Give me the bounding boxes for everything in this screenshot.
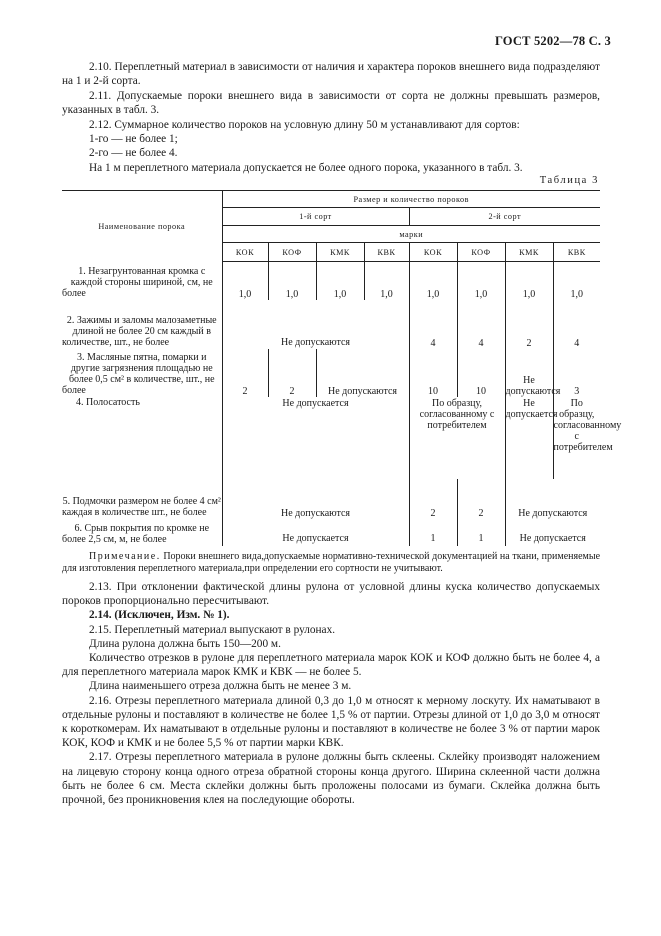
cell-value: 2 [457,479,505,519]
grade-1-merged-value: Не допускаются [222,300,409,349]
page-header: ГОСТ 5202—78 С. 3 [494,34,611,48]
col-defect-name-header: Наименование порока [62,191,222,262]
top-text-block [62,60,600,175]
mark-kok-2: КОК [409,243,457,262]
min-piece-length: Длина наименьшего отреза должна быть не менее 3 м. [89,680,352,693]
grade-2-merged-value: Не допускаются [505,479,600,519]
table-row [62,262,600,300]
cell-value: 10 [457,349,505,397]
cell-value: 10 [409,349,457,397]
cell-value: 1 [457,519,505,546]
cell-value: По образцу, согласованному с потребителем [553,397,600,479]
table-row [62,479,600,519]
defects-table [62,190,622,546]
cell-value: 1,0 [222,262,268,300]
marks-header: марки [222,226,600,243]
paragraph-2-15: 2.15. Переплетный материал выпускают в рулонах. [89,623,336,636]
cell-value: 4 [409,300,457,349]
grade-2-merged-value: По образцу, согласованному с потребителем [409,397,505,479]
paragraph-2-16: 2.16. Отрезы переплетного материала длиной 0,3 до 1,0 м относят к мерному лоскуту. Их наматывают в отдельные рулоны и поставляют в количестве не более 1,5 % от партии. Отрезы длиной от 1,0 до 3,0 м относят к короткомерам. Их наматывают в отдельные рулоны и поставляют в количестве не более 3 % от партии марок КОК, КОФ и КМК и не более 5,5 % от партии марки КВК. [62,694,600,750]
paragraph-2-14: 2.14. (Исключен, Изм. № 1). [89,609,230,622]
paragraph-2-17: 2.17. Отрезы переплетного материала в рулоне должны быть склеены. Склейку производят наложением на лицевую сторону конца одного отреза обратной стороны конца другого. Ширина склеенной части должна быть не более 6 см. Места склейки должны быть проложены полосами из бумаги. Склейка должна быть прочной, без проникновения клея на последующие обороты. [62,751,600,807]
cell-value: 2 [505,300,553,349]
table-note [62,551,600,575]
mark-kmk-2: КМК [505,243,553,262]
grade-1-merged-value: Не допускаются [316,349,409,397]
paragraph-2-11: 2.11. Допускаемые пороки внешнего вида в зависимости от сорта не должны превышать размеров, указанных в табл. 3. [62,89,600,117]
cell-value: 1,0 [364,262,409,300]
grade-2-merged-value: Не допускается [505,519,600,546]
paragraph-2-13: 2.13. При отклонении фактической длины рулона от условной длины куска количество допускаемых пороков пропорционально пересчитывают. [62,581,600,608]
cell-value: 1 [409,519,457,546]
grade-1-merged-value: Не допускается [222,519,409,546]
grade-1-limit: 1-го — не более 1; [89,133,178,146]
cell-value: 4 [553,300,600,349]
note-label: Примечание. [89,551,161,562]
per-meter-limit: На 1 м переплетного материала допускается не более одного порока, указанного в табл. 3. [89,161,523,174]
cell-value: 4 [457,300,505,349]
table-row [62,397,600,479]
table-row [62,349,600,397]
mark-kof-1: КОФ [268,243,316,262]
grade-2-limit: 2-го — не более 4. [89,147,178,160]
defect-name: 4. Полосатость [76,396,140,408]
table-caption: Таблица 3 [539,175,599,186]
pieces-count: Количество отрезков в рулоне для переплетного материала марок КОК и КОФ должно быть не более 4, а для переплетного материала марок КМК и КВК — не более 5. [62,652,600,679]
mark-kvk-1: КВК [364,243,409,262]
cell-value: 1,0 [268,262,316,300]
grade-1-merged-value: Не допускается [222,397,409,479]
mark-kof-2: КОФ [457,243,505,262]
cell-value: 2 [409,479,457,519]
defect-name: 5. Подмочки размером не более 4 см² каждая в количестве шт., не более [62,495,221,518]
cell-value: Не допускаются [505,349,553,397]
cell-value: 1,0 [553,262,600,300]
table-row [62,519,600,546]
roll-length: Длина рулона должна быть 150—200 м. [89,637,281,650]
defect-name: 3. Масляные пятна, помарки и другие загрязнения площадью не более 0,5 см² в количестве, шт., не более [62,352,215,396]
mark-kmk-1: КМК [316,243,364,262]
cell-value: 1,0 [409,262,457,300]
defect-name: 1. Незагрунтованная кромка с каждой стороны шириной, см, не более [62,266,213,299]
cell-value: 1,0 [457,262,505,300]
cell-value: 2 [268,349,316,397]
grade-1-header: 1-й сорт [222,208,409,226]
grade-1-merged-value: Не допускаются [222,479,409,519]
group-header: Размер и количество пороков [222,191,600,208]
table-row [62,300,600,349]
defect-name: 6. Срыв покрытия по кромке не более 2,5 см, м, не более [62,522,210,545]
bottom-text-block [62,580,600,807]
defect-name: 2. Зажимы и заломы малозаметные длиной не более 20 см каждый в количестве, шт., не более [62,315,217,348]
paragraph-2-12: 2.12. Суммарное количество пороков на условную длину 50 м устанавливают для сортов: [89,118,520,131]
note-text: Пороки внешнего вида,допускаемые нормативно-технической документацией на ткани, применяемые для изготовления переплетного материала,при определении его сортности не учитывают. [62,551,601,575]
cell-value: 1,0 [505,262,553,300]
paragraph-2-10: 2.10. Переплетный материал в зависимости от наличия и характера пороков внешнего вида подразделяют на 1 и 2-й сорта. [62,61,600,88]
cell-value: Не допускается [505,397,553,479]
cell-value: 3 [553,349,600,397]
cell-value: 2 [222,349,268,397]
mark-kok-1: КОК [222,243,268,262]
mark-kvk-2: КВК [553,243,600,262]
grade-2-header: 2-й сорт [409,208,600,226]
cell-value: 1,0 [316,262,364,300]
